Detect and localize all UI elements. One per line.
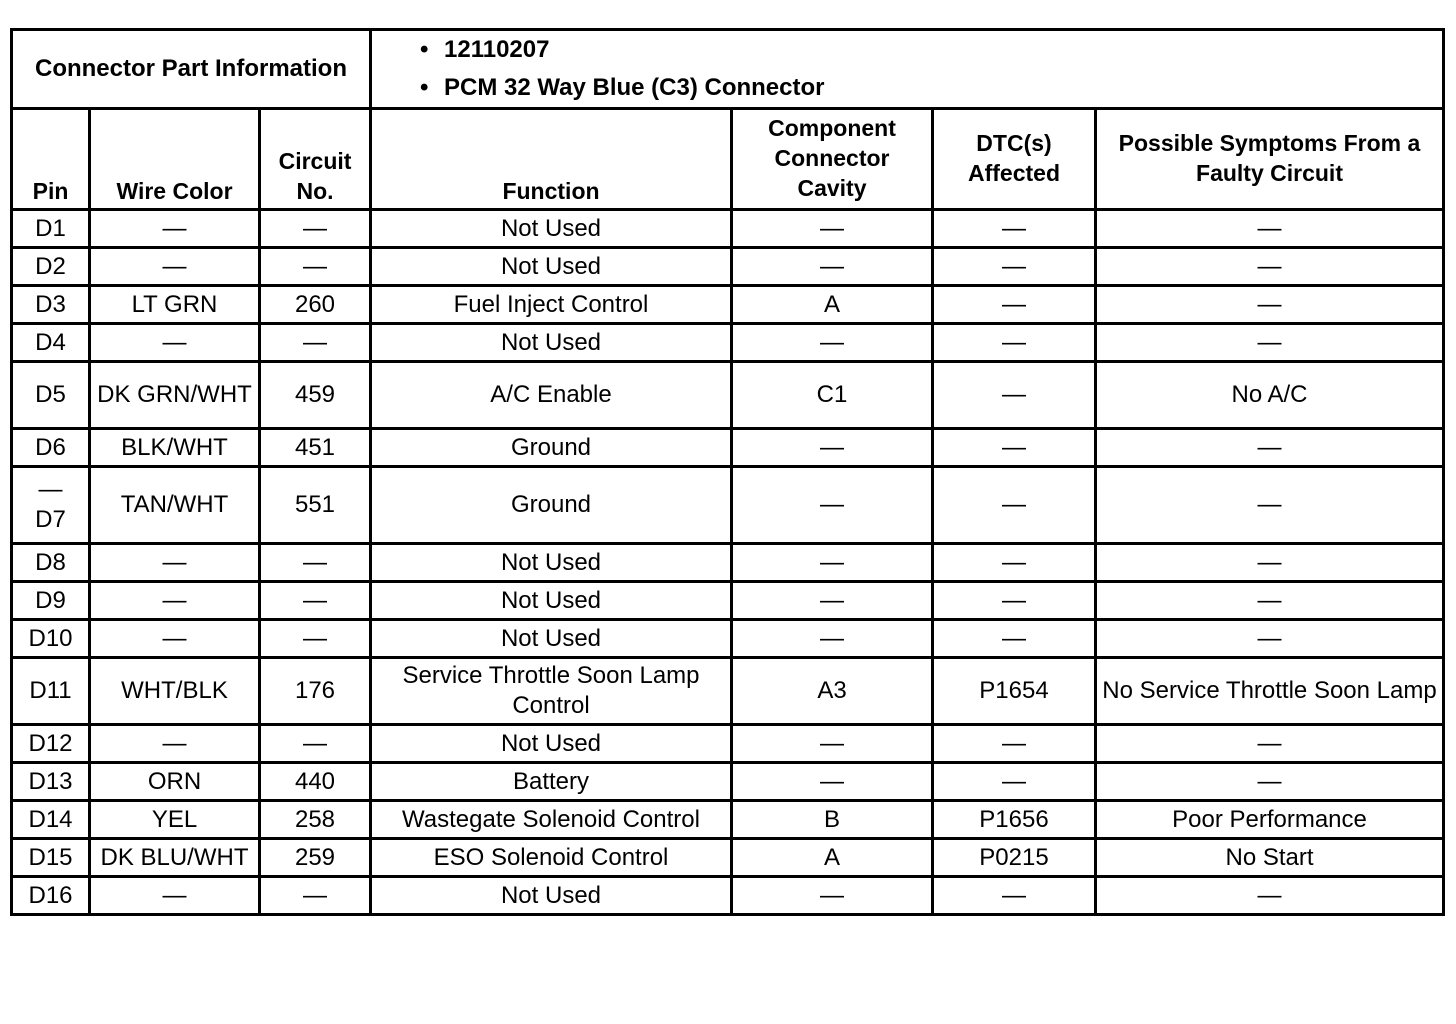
cavity-cell: — bbox=[732, 877, 933, 915]
symptoms-cell: — bbox=[1096, 429, 1444, 467]
table-row bbox=[12, 725, 1444, 763]
function-cell: Not Used bbox=[371, 324, 732, 362]
symptoms-cell: No Start bbox=[1096, 839, 1444, 877]
function-cell: Fuel Inject Control bbox=[371, 286, 732, 324]
dtc-cell: — bbox=[933, 725, 1096, 763]
circuit-cell: 258 bbox=[260, 801, 371, 839]
header-circuit-no: Circuit No. bbox=[260, 109, 371, 210]
cavity-cell: A bbox=[732, 286, 933, 324]
wire-color-cell: ORN bbox=[90, 763, 260, 801]
pin-cell: D3 bbox=[12, 286, 90, 324]
table-row bbox=[12, 467, 1444, 544]
circuit-cell: 440 bbox=[260, 763, 371, 801]
pin-prefix: — bbox=[38, 476, 63, 503]
function-cell: A/C Enable bbox=[371, 362, 732, 429]
cavity-cell: — bbox=[732, 620, 933, 658]
dtc-cell: — bbox=[933, 467, 1096, 544]
dtc-cell: P1656 bbox=[933, 801, 1096, 839]
wire-color-cell: — bbox=[90, 544, 260, 582]
header-symptoms: Possible Symptoms From a Faulty Circuit bbox=[1096, 109, 1444, 210]
function-cell: Not Used bbox=[371, 210, 732, 248]
dtc-cell: — bbox=[933, 324, 1096, 362]
wire-color-cell: YEL bbox=[90, 801, 260, 839]
table-row bbox=[12, 324, 1444, 362]
cavity-cell: A bbox=[732, 839, 933, 877]
table-row bbox=[12, 877, 1444, 915]
dtc-cell: — bbox=[933, 620, 1096, 658]
wire-color-cell: — bbox=[90, 877, 260, 915]
circuit-cell: — bbox=[260, 248, 371, 286]
circuit-cell: — bbox=[260, 725, 371, 763]
connector-info-list bbox=[371, 30, 1444, 109]
function-cell: Battery bbox=[371, 763, 732, 801]
symptoms-cell: — bbox=[1096, 210, 1444, 248]
cavity-cell: — bbox=[732, 324, 933, 362]
symptoms-cell: — bbox=[1096, 324, 1444, 362]
cavity-cell: — bbox=[732, 467, 933, 544]
table-row bbox=[12, 763, 1444, 801]
dtc-cell: — bbox=[933, 763, 1096, 801]
cavity-cell: — bbox=[732, 210, 933, 248]
cavity-cell: B bbox=[732, 801, 933, 839]
pin-cell bbox=[12, 467, 90, 544]
table-row bbox=[12, 620, 1444, 658]
pin-cell: D1 bbox=[12, 210, 90, 248]
cavity-cell: — bbox=[732, 429, 933, 467]
circuit-cell: — bbox=[260, 544, 371, 582]
wire-color-cell: DK BLU/WHT bbox=[90, 839, 260, 877]
table-row bbox=[12, 658, 1444, 725]
pin-cell: D8 bbox=[12, 544, 90, 582]
circuit-cell: 260 bbox=[260, 286, 371, 324]
symptoms-cell: — bbox=[1096, 286, 1444, 324]
pin-cell: D6 bbox=[12, 429, 90, 467]
table-row bbox=[12, 839, 1444, 877]
pin-cell: D4 bbox=[12, 324, 90, 362]
symptoms-cell: — bbox=[1096, 725, 1444, 763]
symptoms-cell: — bbox=[1096, 544, 1444, 582]
header-dtc: DTC(s) Affected bbox=[933, 109, 1096, 210]
pin-label: D7 bbox=[35, 506, 66, 533]
function-cell: Service Throttle Soon Lamp Control bbox=[371, 658, 732, 725]
wire-color-cell: WHT/BLK bbox=[90, 658, 260, 725]
wire-color-cell: LT GRN bbox=[90, 286, 260, 324]
dtc-cell: — bbox=[933, 210, 1096, 248]
circuit-cell: — bbox=[260, 877, 371, 915]
wire-color-cell: TAN/WHT bbox=[90, 467, 260, 544]
function-cell: Not Used bbox=[371, 620, 732, 658]
circuit-cell: 451 bbox=[260, 429, 371, 467]
pin-cell: D5 bbox=[12, 362, 90, 429]
wire-color-cell: DK GRN/WHT bbox=[90, 362, 260, 429]
symptoms-cell: No Service Throttle Soon Lamp bbox=[1096, 658, 1444, 725]
circuit-cell: 259 bbox=[260, 839, 371, 877]
wire-color-cell: — bbox=[90, 324, 260, 362]
pin-cell: D10 bbox=[12, 620, 90, 658]
dtc-cell: — bbox=[933, 362, 1096, 429]
column-header-row bbox=[12, 109, 1444, 210]
function-cell: Not Used bbox=[371, 725, 732, 763]
pin-cell: D11 bbox=[12, 658, 90, 725]
connector-description: • PCM 32 Way Blue (C3) Connector bbox=[420, 69, 1438, 107]
cavity-cell: — bbox=[732, 544, 933, 582]
wire-color-cell: BLK/WHT bbox=[90, 429, 260, 467]
function-cell: Not Used bbox=[371, 544, 732, 582]
dtc-cell: P0215 bbox=[933, 839, 1096, 877]
table-row bbox=[12, 362, 1444, 429]
dtc-cell: — bbox=[933, 877, 1096, 915]
pin-rows bbox=[12, 210, 1444, 915]
table-row bbox=[12, 801, 1444, 839]
circuit-cell: 551 bbox=[260, 467, 371, 544]
wire-color-cell: — bbox=[90, 725, 260, 763]
symptoms-cell: Poor Performance bbox=[1096, 801, 1444, 839]
symptoms-cell: — bbox=[1096, 582, 1444, 620]
table-row bbox=[12, 248, 1444, 286]
wire-color-cell: — bbox=[90, 582, 260, 620]
pin-cell: D13 bbox=[12, 763, 90, 801]
circuit-cell: — bbox=[260, 210, 371, 248]
cavity-cell: C1 bbox=[732, 362, 933, 429]
circuit-cell: 459 bbox=[260, 362, 371, 429]
symptoms-cell: — bbox=[1096, 877, 1444, 915]
cavity-cell: — bbox=[732, 582, 933, 620]
circuit-cell: — bbox=[260, 324, 371, 362]
symptoms-cell: — bbox=[1096, 467, 1444, 544]
cavity-cell: — bbox=[732, 763, 933, 801]
connector-part-number: • 12110207 bbox=[420, 31, 1438, 69]
function-cell: Wastegate Solenoid Control bbox=[371, 801, 732, 839]
header-function: Function bbox=[371, 109, 732, 210]
dtc-cell: P1654 bbox=[933, 658, 1096, 725]
dtc-cell: — bbox=[933, 429, 1096, 467]
function-cell: Ground bbox=[371, 467, 732, 544]
pin-cell: D15 bbox=[12, 839, 90, 877]
circuit-cell: — bbox=[260, 620, 371, 658]
header-pin: Pin bbox=[12, 109, 90, 210]
cavity-cell: — bbox=[732, 248, 933, 286]
table-row bbox=[12, 544, 1444, 582]
symptoms-cell: — bbox=[1096, 248, 1444, 286]
connector-table bbox=[10, 28, 1445, 916]
table-row bbox=[12, 210, 1444, 248]
function-cell: Not Used bbox=[371, 582, 732, 620]
pin-cell: D9 bbox=[12, 582, 90, 620]
cavity-cell: — bbox=[732, 725, 933, 763]
circuit-cell: — bbox=[260, 582, 371, 620]
header-cavity: Component Connector Cavity bbox=[732, 109, 933, 210]
cavity-cell: A3 bbox=[732, 658, 933, 725]
table-row bbox=[12, 286, 1444, 324]
pin-cell: D16 bbox=[12, 877, 90, 915]
wire-color-cell: — bbox=[90, 620, 260, 658]
pin-cell: D14 bbox=[12, 801, 90, 839]
table-row bbox=[12, 582, 1444, 620]
wire-color-cell: — bbox=[90, 210, 260, 248]
connector-info-row bbox=[12, 30, 1444, 109]
dtc-cell: — bbox=[933, 248, 1096, 286]
pin-cell: D12 bbox=[12, 725, 90, 763]
function-cell: Not Used bbox=[371, 248, 732, 286]
connector-info-label: Connector Part Information bbox=[12, 30, 371, 109]
symptoms-cell: — bbox=[1096, 763, 1444, 801]
dtc-cell: — bbox=[933, 582, 1096, 620]
wire-color-cell: — bbox=[90, 248, 260, 286]
symptoms-cell: — bbox=[1096, 620, 1444, 658]
function-cell: ESO Solenoid Control bbox=[371, 839, 732, 877]
pin-cell: D2 bbox=[12, 248, 90, 286]
function-cell: Not Used bbox=[371, 877, 732, 915]
dtc-cell: — bbox=[933, 544, 1096, 582]
symptoms-cell: No A/C bbox=[1096, 362, 1444, 429]
table-row bbox=[12, 429, 1444, 467]
circuit-cell: 176 bbox=[260, 658, 371, 725]
dtc-cell: — bbox=[933, 286, 1096, 324]
function-cell: Ground bbox=[371, 429, 732, 467]
header-wire-color: Wire Color bbox=[90, 109, 260, 210]
